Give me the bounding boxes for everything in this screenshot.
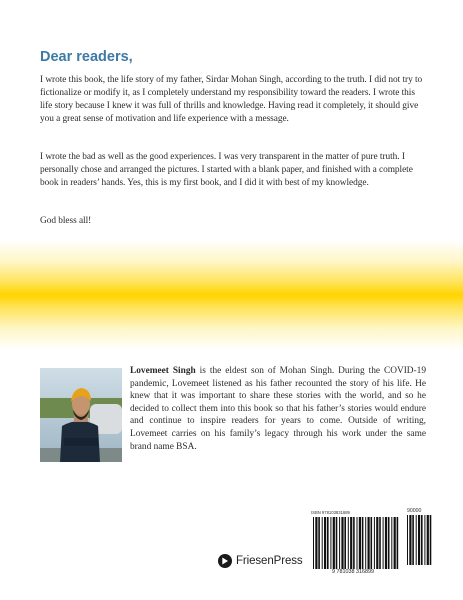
barcode-bar <box>394 517 396 569</box>
barcode-bar <box>359 517 361 569</box>
barcode-bars <box>313 517 399 569</box>
barcode-bar <box>339 517 340 569</box>
publisher-logo <box>218 551 303 571</box>
author-photo <box>40 368 122 462</box>
barcode-bar <box>371 517 373 569</box>
barcode-bar <box>341 517 343 569</box>
price-addon-bars <box>407 515 433 565</box>
barcode-bar <box>368 517 370 569</box>
barcode-bar <box>409 515 411 565</box>
barcode-bar <box>348 517 349 569</box>
barcode-bar <box>407 515 408 565</box>
barcode-bar <box>418 515 420 565</box>
barcode-bar <box>327 517 329 569</box>
isbn-label: ISBN 978103831689 <box>311 510 350 515</box>
friesenpress-icon <box>218 554 232 568</box>
barcode-bar <box>330 517 331 569</box>
barcode-bar <box>379 517 381 569</box>
author-bio-text: is the eldest son of Mohan Singh. During the COVID-19 pandemic, Lovemeet listened as his father recounted the story of his life. He knew that it was important to share these stories with the world, and so he decided to collect them into this book so that his father’s stories would endure and continue to inspire readers for years to come. Outside of writing, Lovemeet carries on his family’s legacy through his work under the same brand name BSA. <box>130 366 427 452</box>
publisher-name: FriesenPress <box>236 555 303 567</box>
price-code: 90000 <box>407 508 422 514</box>
barcode-bar <box>424 515 425 565</box>
salutation-heading: Dear readers, <box>40 49 133 65</box>
barcode-bar <box>430 515 432 565</box>
barcode-bar <box>376 517 378 569</box>
barcode-bar <box>391 517 392 569</box>
barcode-bar <box>412 515 414 565</box>
barcode-bar <box>385 517 387 569</box>
letter-paragraph-1: I wrote this book, the life story of my father, Sirdar Mohan Singh, according to the truth. I did not try to fictionalize or modify it, as I completely understand my responsibility toward the readers. I wrote this life story because I knew it was full of thrills and knowledge. Having read it completely, it should give you a great sense of motivation and life experience with a message. <box>40 75 423 124</box>
letter-paragraph-2: I wrote the bad as well as the good experiences. I was very transparent in the matter of pure truth. I personally chose and arranged the pictures. I started with a blank paper, and finished with a complete book in readers’ hands. Yes, this is my first book, and I did it with best of my knowledge. <box>40 152 413 188</box>
barcode-bar <box>365 517 366 569</box>
barcode-bar <box>362 517 364 569</box>
author-bio <box>130 365 426 453</box>
barcode-bar <box>313 517 314 569</box>
barcode-bar <box>427 515 429 565</box>
barcode-bar <box>324 517 326 569</box>
barcode-bar <box>383 517 384 569</box>
author-name: Lovemeet Singh <box>130 366 196 376</box>
barcode-bar <box>322 517 323 569</box>
barcode-bar <box>374 517 375 569</box>
barcode-bar <box>388 517 390 569</box>
barcode-bar <box>421 515 423 565</box>
isbn-digits: 9 781038 316899 <box>332 569 374 575</box>
letter-closing: God bless all! <box>40 216 92 226</box>
barcode-bar <box>397 517 399 569</box>
barcode-bar <box>336 517 338 569</box>
barcode-bar <box>416 515 417 565</box>
isbn-barcode <box>307 508 436 580</box>
barcode-bar <box>353 517 355 569</box>
barcode-bar <box>318 517 320 569</box>
barcode-bar <box>315 517 317 569</box>
yellow-gradient-band <box>0 240 463 350</box>
barcode-bar <box>344 517 346 569</box>
barcode-bar <box>350 517 352 569</box>
barcode-bar <box>333 517 335 569</box>
barcode-bar <box>357 517 358 569</box>
